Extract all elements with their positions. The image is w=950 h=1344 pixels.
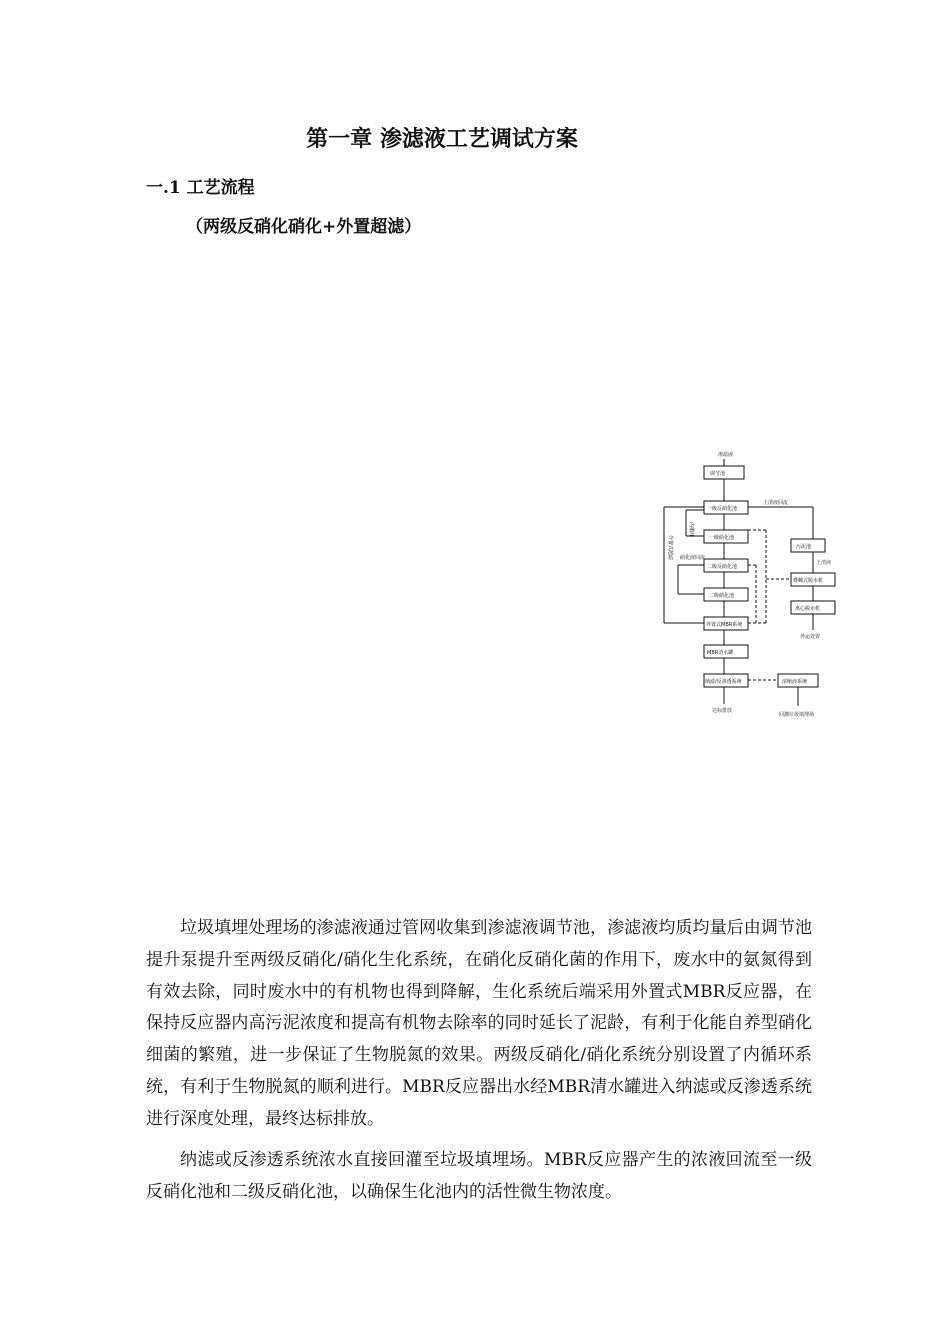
label-internal-a: 内循环	[688, 522, 694, 538]
section-heading: 一.1 工艺流程	[146, 178, 255, 198]
node-adjust: 调节池	[710, 471, 726, 477]
node-nf: 纳滤/反渗透系统	[705, 679, 742, 685]
node-refill: 回灌垃圾填埋场	[779, 712, 815, 718]
label-reflux: 上清液回流	[763, 500, 789, 506]
process-flow-diagram	[660, 442, 850, 727]
paragraph: 纳滤或反渗透系统浓水直接回灌至垃圾填埋场。MBR反应器产生的浓液回流至一级反硝化池和二级反硝化池，以确保生化池内的活性微生物浓度。	[146, 1150, 812, 1202]
node-dn2: 二级反硝化池	[707, 564, 738, 570]
page-title: 第一章 渗滤液工艺调试方案	[306, 127, 578, 152]
node-sludge-out: 外运处置	[800, 634, 821, 640]
process-subtitle: （两级反硝化硝化+外置超滤）	[186, 217, 422, 237]
node-raw: 渗滤液	[718, 452, 734, 458]
node-sludge-tank: 污泥池	[796, 544, 812, 550]
node-press: 离心脱水机	[795, 606, 821, 612]
node-mbr: 外置式MBR系统	[706, 622, 743, 628]
label-supernatant: 上清液	[816, 560, 832, 566]
paragraph: 垃圾填埋处理场的渗滤液通过管网收集到渗滤液调节池，渗滤液均质均量后由调节池提升泵提升至两级反硝化/硝化生化系统，在硝化反硝化菌的作用下，废水中的氨氮得到有效去除，同时废水中的有机物也得到降解，生化系统后端采用外置式MBR反应器，在保持反应器内高污泥浓度和提高有机物去除率的同时延长了泥龄，有利于化能自养型硝化细菌的繁殖，进一步保证了生物脱氮的效果。两级反硝化/硝化系统分别设置了内循环系统，有利于生物脱氮的顺利进行。MBR反应器出水经MBR清水罐进入纳滤或反渗透系统进行深度处理，最终达标排放。	[146, 918, 812, 1129]
label-side: 外置式超滤	[667, 535, 673, 561]
label-internal-b: 硝化液回流	[680, 555, 706, 561]
node-outlet: 达标排放	[712, 708, 733, 714]
node-mbr-tank: MBR清水罐	[707, 650, 734, 656]
node-n1: 一级硝化池	[709, 535, 735, 541]
node-dewater: 叠螺式脱水机	[793, 578, 824, 584]
node-conc: 浓缩液系统	[782, 679, 808, 685]
node-dn1: 一级反硝化池	[707, 506, 738, 512]
node-n2: 二级硝化池	[709, 593, 735, 599]
